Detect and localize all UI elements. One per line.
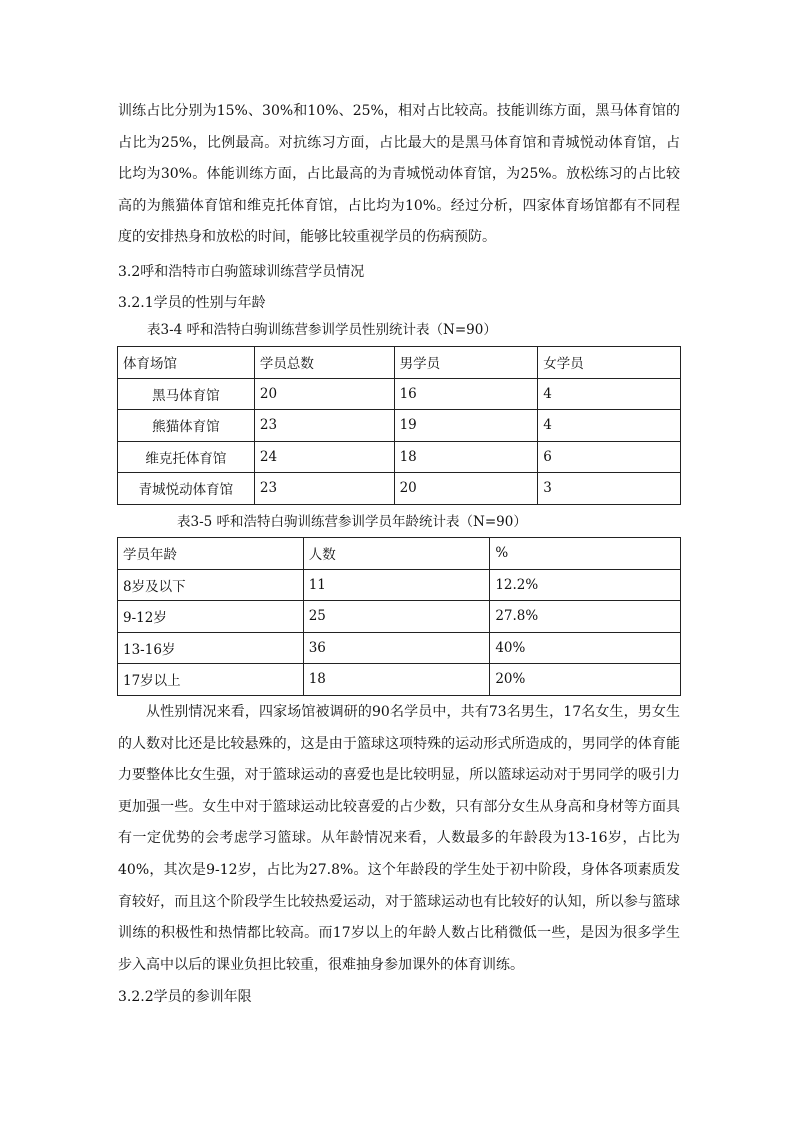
age-group-cell: 17岁以上	[118, 664, 304, 696]
male-cell: 16	[394, 378, 538, 410]
male-cell: 20	[394, 473, 538, 505]
section-heading-3-2-1: 3.2.1学员的性别与年龄	[118, 295, 266, 311]
table-3-5-age-statistics	[117, 537, 681, 696]
venue-cell: 青城悦动体育馆	[118, 473, 255, 505]
column-header: 人数	[303, 538, 490, 570]
count-cell: 25	[303, 601, 490, 633]
table-3-4-gender-statistics	[117, 346, 681, 505]
column-header: %	[490, 538, 681, 570]
count-cell: 36	[303, 632, 490, 664]
column-header: 学员年龄	[118, 538, 304, 570]
male-cell: 19	[394, 410, 538, 442]
column-header: 男学员	[394, 347, 538, 379]
percent-cell: 27.8%	[490, 601, 681, 633]
analysis-paragraph: 从性别情况来看，四家场馆被调研的90名学员中，共有73名男生，17名女生，男女生的人数对比还是比较悬殊的，这是由于篮球这项特殊的运动形式所造成的，男同学的体育能力要整体比女生强，对于篮球运动的喜爱也是比较明显，所以篮球运动对于男同学的吸引力更加强一些。女生中对于篮球运动比较喜爱的占少数，只有部分女生从身高和身材等方面具有一定优势的会考虑学习篮球。从年龄情况来看，人数最多的年龄段为13-16岁，占比为40%，其次是9-12岁，占比为27.8%。这个年龄段的学生处于初中阶段，身体各项素质发育较好，而且这个阶段学生比较热爱运动，对于篮球运动也有比较好的认知，所以参与篮球训练的积极性和热情都比较高。而17岁以上的年龄人数占比稍微低一些，是因为很多学生步入高中以后的课业负担比较重，很难抽身参加课外的体育训练。	[118, 704, 680, 973]
table-3-4-caption: 表3-4 呼和浩特白驹训练营参训学员性别统计表（N=90）	[147, 322, 497, 338]
table-row	[118, 569, 681, 601]
percent-cell: 20%	[490, 664, 681, 696]
table-row	[118, 441, 681, 473]
age-group-cell: 8岁及以下	[118, 569, 304, 601]
venue-cell: 黑马体育馆	[118, 378, 255, 410]
column-header: 学员总数	[254, 347, 394, 379]
table-row	[118, 473, 681, 505]
female-cell: 3	[538, 473, 681, 505]
female-cell: 6	[538, 441, 681, 473]
section-heading-3-2-2: 3.2.2学员的参训年限	[118, 989, 252, 1005]
venue-cell: 维克托体育馆	[118, 441, 255, 473]
table-row	[118, 378, 681, 410]
table-header-row	[118, 347, 681, 379]
total-cell: 23	[254, 410, 394, 442]
table-row	[118, 601, 681, 633]
table-3-5-caption: 表3-5 呼和浩特白驹训练营参训学员年龄统计表（N=90）	[177, 514, 527, 530]
count-cell: 11	[303, 569, 490, 601]
section-heading-3-2: 3.2呼和浩特市白驹篮球训练营学员情况	[118, 264, 365, 280]
table-header-row	[118, 538, 681, 570]
male-cell: 18	[394, 441, 538, 473]
intro-paragraph: 训练占比分别为15%、30%和10%、25%，相对占比较高。技能训练方面，黑马体育馆的占比为25%，比例最高。对抗练习方面，占比最大的是黑马体育馆和青城悦动体育馆，占比均为30%。体能训练方面，占比最高的为青城悦动体育馆，为25%。放松练习的占比较高的为熊猫体育馆和维克托体育馆，占比均为10%。经过分析，四家体育场馆都有不同程度的安排热身和放松的时间，能够比较重视学员的伤病预防。	[118, 103, 680, 246]
total-cell: 24	[254, 441, 394, 473]
percent-cell: 12.2%	[490, 569, 681, 601]
age-group-cell: 13-16岁	[118, 632, 304, 664]
table-row	[118, 410, 681, 442]
count-cell: 18	[303, 664, 490, 696]
table-row	[118, 664, 681, 696]
female-cell: 4	[538, 378, 681, 410]
venue-cell: 熊猫体育馆	[118, 410, 255, 442]
female-cell: 4	[538, 410, 681, 442]
age-group-cell: 9-12岁	[118, 601, 304, 633]
table-row	[118, 632, 681, 664]
total-cell: 23	[254, 473, 394, 505]
total-cell: 20	[254, 378, 394, 410]
column-header: 女学员	[538, 347, 681, 379]
column-header: 体育场馆	[118, 347, 255, 379]
percent-cell: 40%	[490, 632, 681, 664]
